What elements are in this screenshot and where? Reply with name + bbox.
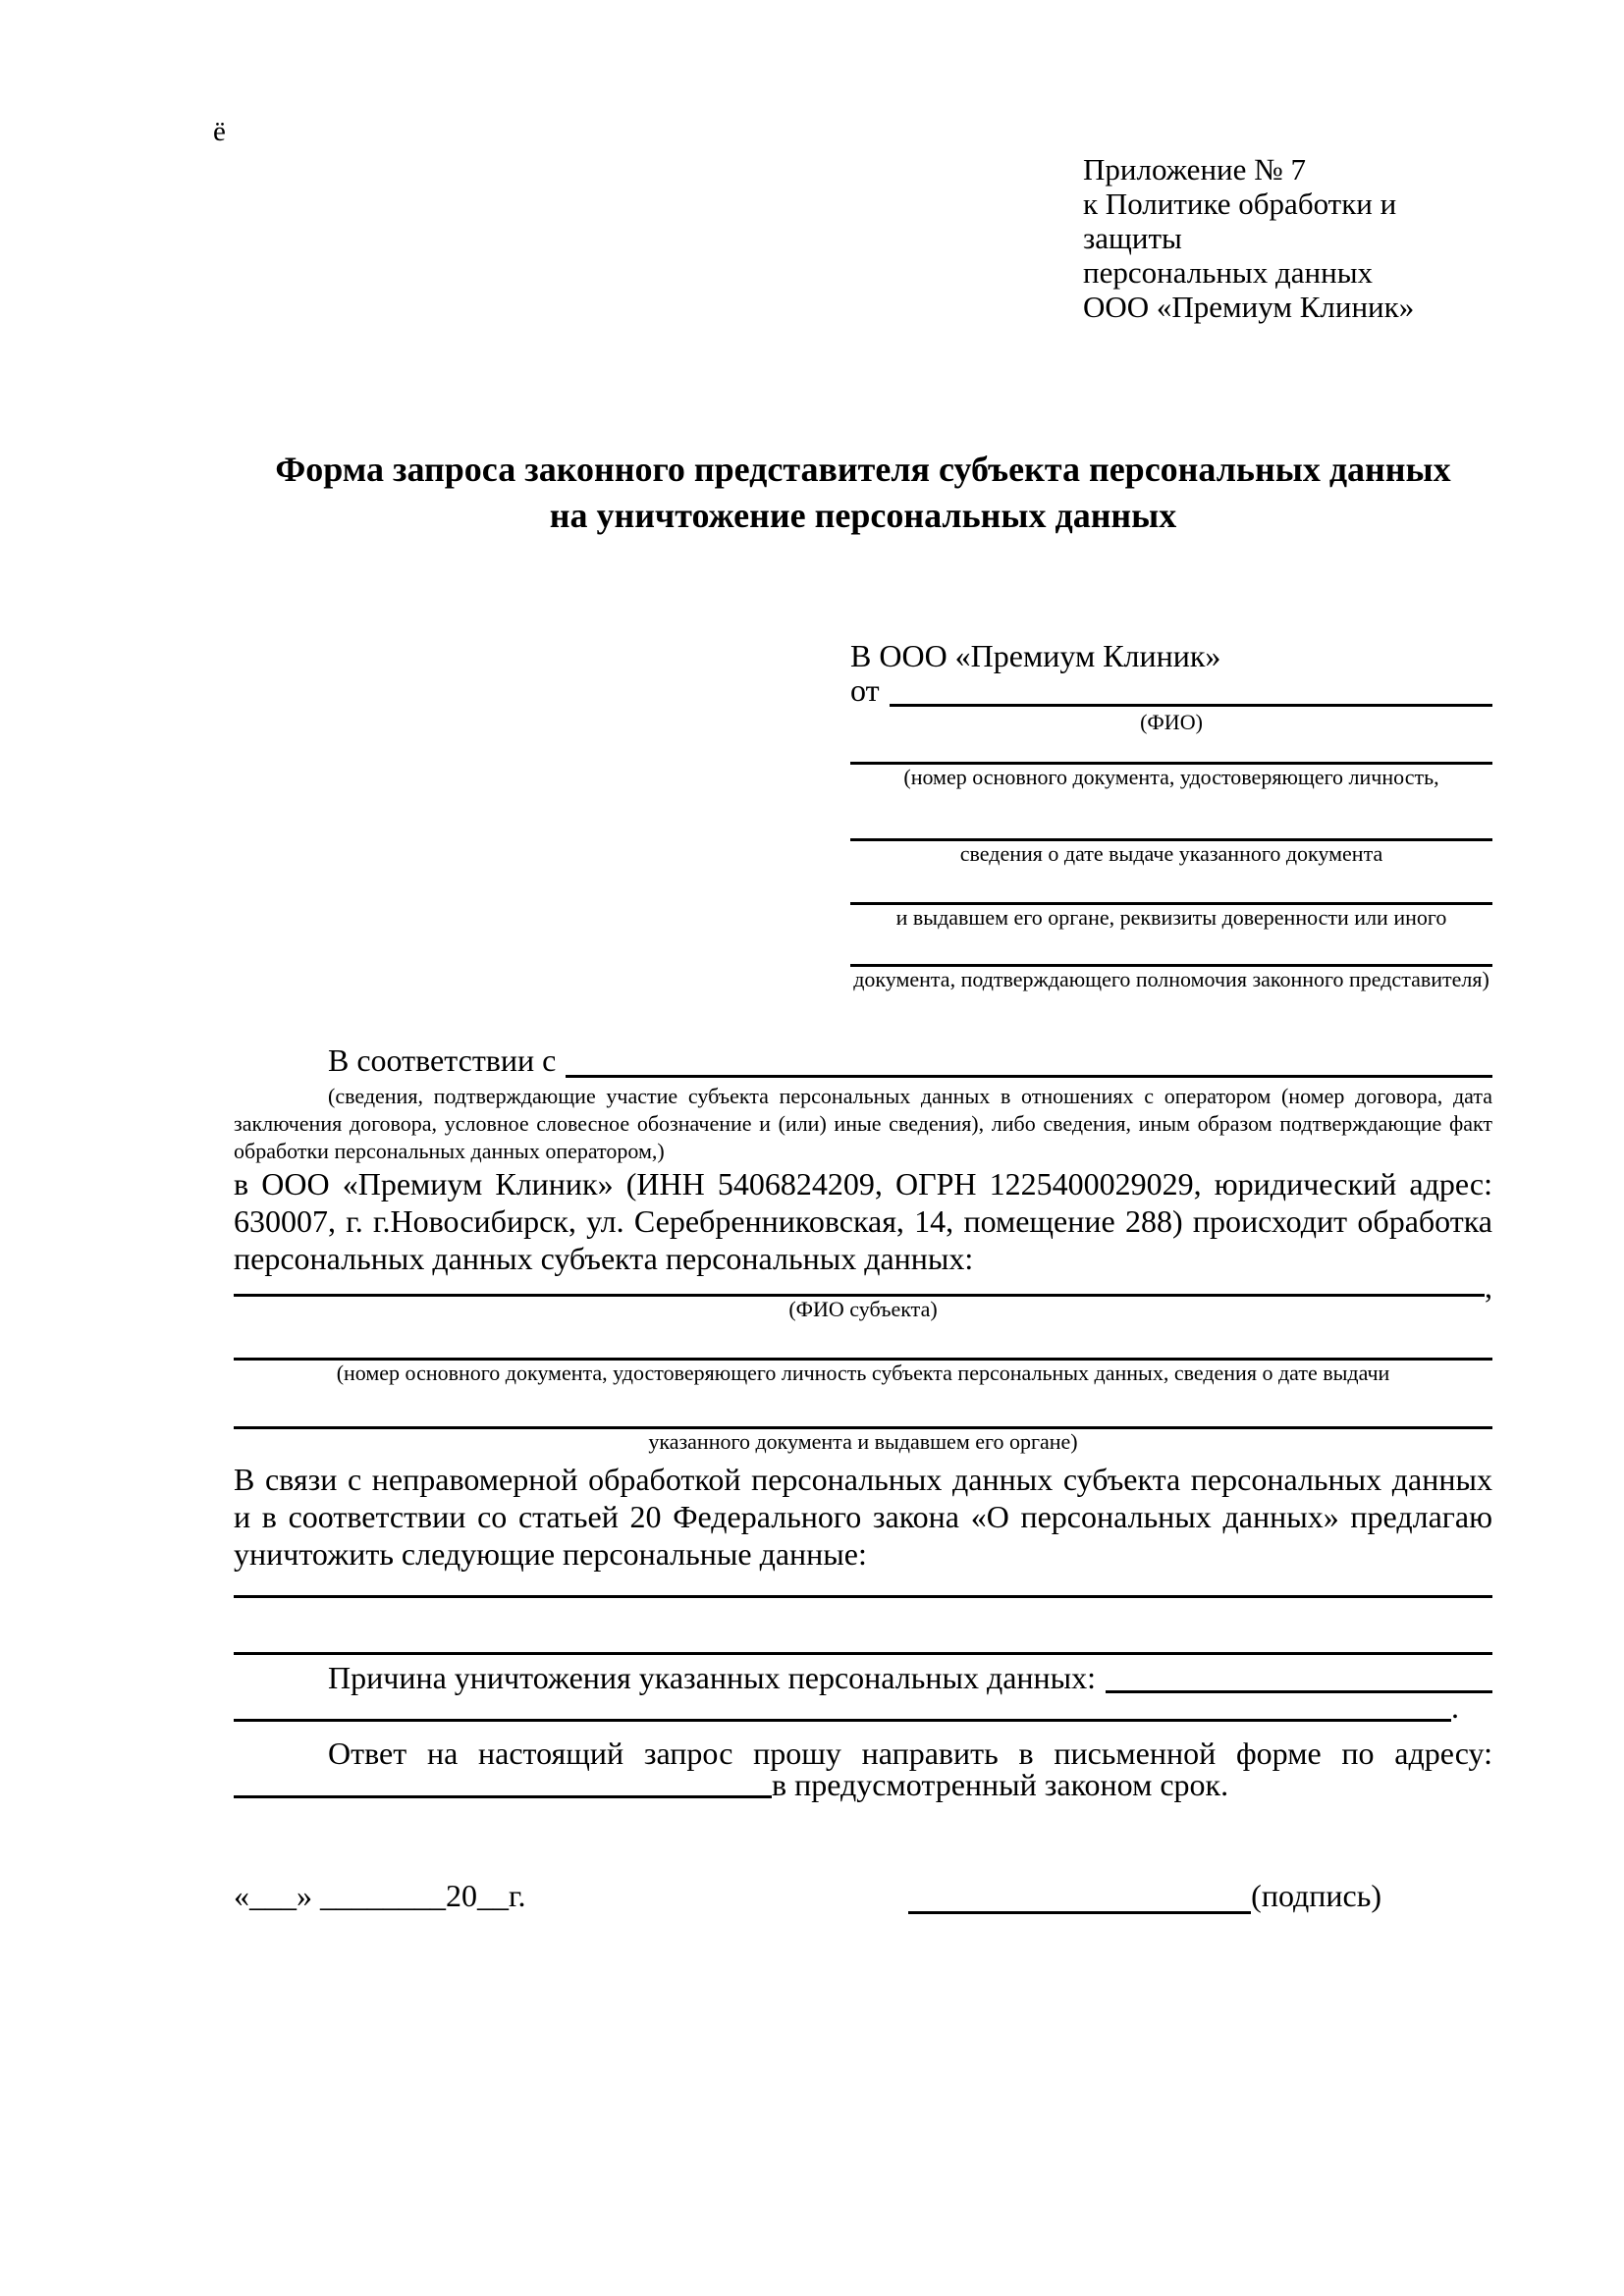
accordance-blank-line bbox=[566, 1075, 1492, 1078]
reason-continuation-line bbox=[234, 1719, 1451, 1722]
subject-doc-caption-1: (номер основного документа, удостоверяющего личность субъекта персональных данных, сведения о дате выдачи bbox=[336, 1361, 1390, 1385]
appendix-line-1: Приложение № 7 bbox=[1083, 152, 1306, 187]
subject-doc-blank-line-1 bbox=[234, 1322, 1492, 1361]
accordance-row bbox=[234, 1043, 1492, 1078]
reason-blank-line bbox=[1106, 1690, 1492, 1693]
answer-tail: в предусмотренный законом срок. bbox=[772, 1767, 1229, 1802]
reason-continuation-row bbox=[234, 1689, 1492, 1725]
addressee-block bbox=[850, 637, 1492, 992]
accordance-label: В соответствии с bbox=[328, 1042, 557, 1078]
answer-paragraph: Ответ на настоящий запрос прошу направить в письменной форме по адресу: bbox=[328, 1735, 1492, 1771]
reason-label: Причина уничтожения указанных персональных данных: bbox=[328, 1660, 1097, 1695]
date-line: «___» ________20__г. bbox=[234, 1878, 526, 1913]
subject-fio-row bbox=[234, 1269, 1492, 1305]
fio-caption: (ФИО) bbox=[1140, 710, 1203, 734]
issue-date-blank-line bbox=[850, 790, 1492, 841]
id-doc-blank-line bbox=[850, 735, 1492, 765]
form-title-line-2: на уничтожение персональных данных bbox=[549, 496, 1177, 535]
issuer-caption: и выдавшем его органе, реквизиты доверенности или иного bbox=[895, 905, 1447, 930]
appendix-line-3: персональных данных bbox=[1083, 255, 1374, 290]
signature-row bbox=[234, 1877, 1492, 1914]
subject-doc-caption-2: указанного документа и выдавшем его органе) bbox=[648, 1429, 1078, 1454]
form-title-line-1: Форма запроса законного представителя субъекта персональных данных bbox=[275, 450, 1451, 489]
trailing-comma: , bbox=[1485, 1269, 1492, 1305]
form-title bbox=[234, 447, 1492, 539]
stray-char: ё bbox=[213, 116, 226, 147]
period: . bbox=[1451, 1689, 1459, 1725]
destroy-paragraph: В связи с неправомерной обработкой персональных данных субъекта персональных данных и в соответствии со статьей 20 Федерального закона «О персональных данных» предлагаю уничтожить следующие персональные данные: bbox=[234, 1462, 1492, 1572]
authority-doc-caption: документа, подтверждающего полномочия законного представителя) bbox=[853, 967, 1489, 991]
accordance-note: (сведения, подтверждающие участие субъекта персональных данных в отношениях с оператором (номер договора, дата заключения договора, условное словесное обозначение и (или) иные сведения), либо сведения, иным образом подтверждающие факт обработки персональных данных оператором,) bbox=[234, 1084, 1492, 1163]
addressee-to: В ООО «Премиум Клиник» bbox=[850, 638, 1221, 673]
answer-address-row bbox=[234, 1767, 1492, 1802]
operator-paragraph: в ООО «Премиум Клиник» (ИНН 5406824209, ОГРН 1225400029029, юридический адрес: 630007, г. г.Новосибирск, ул. Серебренниковская, 14, помещение 288) происходит обработка персональных данных субъекта персональных данных: bbox=[234, 1166, 1492, 1276]
subject-doc-blank-line-2 bbox=[234, 1386, 1492, 1429]
authority-doc-blank-line bbox=[850, 931, 1492, 967]
appendix-line-4: ООО «Премиум Клиник» bbox=[1083, 290, 1415, 324]
subject-fio-caption: (ФИО субъекта) bbox=[788, 1297, 938, 1321]
appendix-line-2: к Политике обработки и защиты bbox=[1083, 187, 1397, 255]
issuer-blank-line bbox=[850, 867, 1492, 905]
signature-blank-line bbox=[908, 1911, 1251, 1914]
signature-caption: (подпись) bbox=[1251, 1878, 1381, 1913]
id-doc-caption: (номер основного документа, удостоверяющего личность, bbox=[903, 765, 1439, 789]
reason-row bbox=[234, 1660, 1492, 1695]
answer-address-blank-line bbox=[234, 1795, 772, 1798]
appendix-block bbox=[1083, 152, 1492, 324]
issue-date-caption: сведения о дате выдаче указанного документа bbox=[959, 841, 1383, 866]
data-blank-line-1 bbox=[234, 1595, 1492, 1598]
from-label: от bbox=[850, 672, 880, 708]
fio-blank-line bbox=[890, 704, 1492, 707]
data-blank-line-2 bbox=[234, 1652, 1492, 1655]
addressee-from-row bbox=[850, 674, 1492, 707]
